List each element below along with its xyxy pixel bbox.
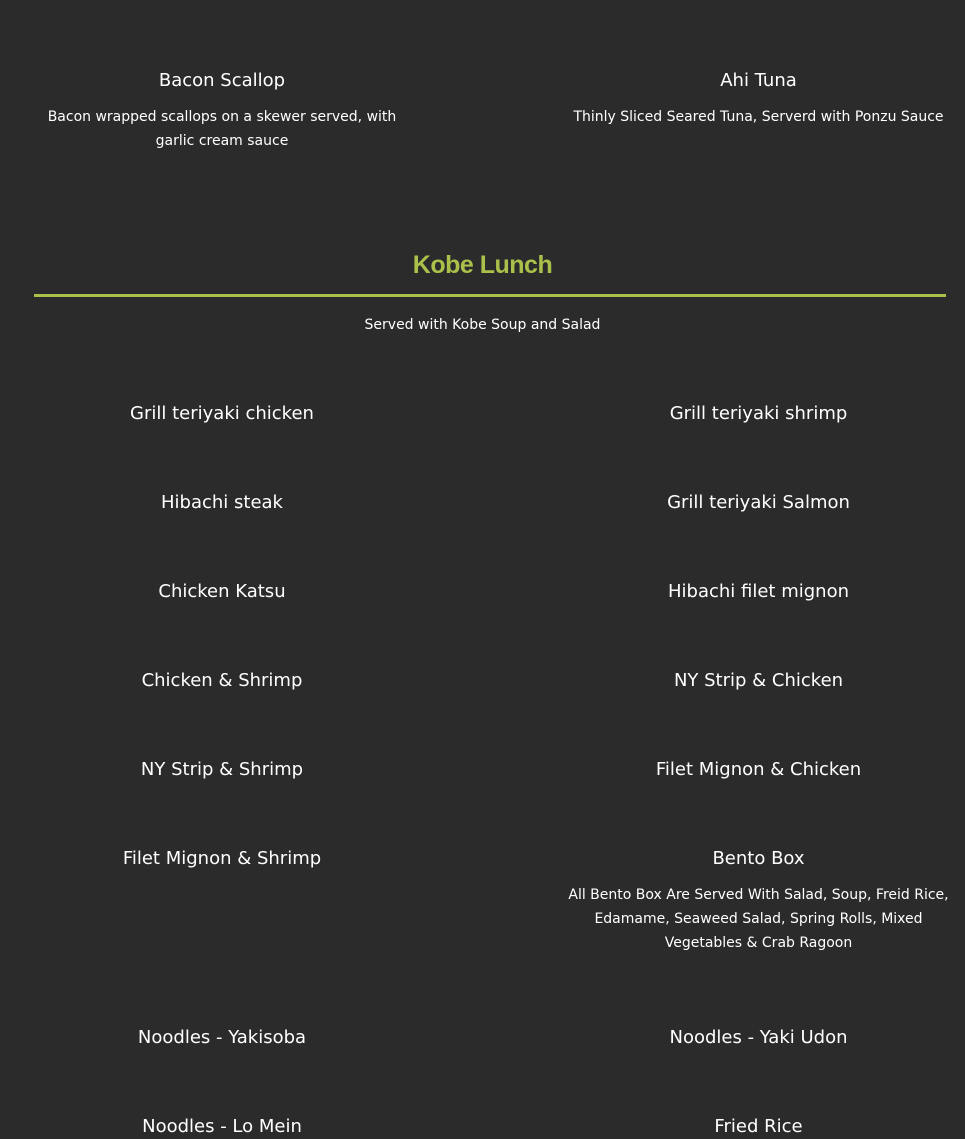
menu-item-name: Noodles - Lo Mein xyxy=(142,1116,302,1137)
menu-item-name: Bento Box xyxy=(712,848,805,869)
menu-item-name: Filet Mignon & Shrimp xyxy=(122,848,322,869)
menu-item-ny-strip-shrimp xyxy=(34,758,410,782)
menu-item-name: Grill teriyaki Salmon xyxy=(667,492,850,513)
menu-item-noodles-yakisoba xyxy=(34,1026,410,1050)
menu-item-name: Chicken Katsu xyxy=(158,581,286,602)
menu-item-ahi-tuna xyxy=(552,69,965,129)
menu-item-name: Grill teriyaki shrimp xyxy=(669,403,848,424)
menu-item-name: Chicken & Shrimp xyxy=(141,670,303,691)
menu-item-bento-box xyxy=(552,847,965,955)
menu-item-description: Thinly Sliced Seared Tuna, Serverd with Ponzu Sauce xyxy=(573,109,944,125)
menu-item-noodles-yaki-udon xyxy=(552,1026,965,1050)
menu-item-name: NY Strip & Shrimp xyxy=(140,759,304,780)
menu-item-filet-mignon-shrimp xyxy=(34,847,410,871)
menu-item-ny-strip-chicken xyxy=(552,669,965,693)
menu-item-name: Hibachi steak xyxy=(161,492,283,513)
menu-item-description: All Bento Box Are Served With Salad, Soup, Freid Rice, Edamame, Seaweed Salad, Spring Rolls, Mixed Vegetables & Crab Ragoon xyxy=(568,887,949,951)
menu-item-description: Bacon wrapped scallops on a skewer served, with garlic cream sauce xyxy=(47,109,397,149)
menu-item-chicken-katsu xyxy=(34,580,410,604)
section-title: Kobe Lunch xyxy=(412,251,553,279)
menu-item-bacon-scallop xyxy=(34,69,410,153)
menu-item-hibachi-steak xyxy=(34,491,410,515)
menu-item-grill-teriyaki-salmon xyxy=(552,491,965,515)
menu-item-name: Noodles - Yaki Udon xyxy=(669,1027,848,1048)
menu-item-fried-rice xyxy=(552,1115,965,1139)
menu-item-name: Bacon Scallop xyxy=(158,70,286,91)
menu-item-name: Ahi Tuna xyxy=(720,70,797,91)
menu-item-name: Filet Mignon & Chicken xyxy=(655,759,862,780)
menu-item-noodles-lo-mein xyxy=(34,1115,410,1139)
section-divider xyxy=(34,294,946,297)
menu-item-chicken-shrimp xyxy=(34,669,410,693)
menu-item-name: NY Strip & Chicken xyxy=(673,670,844,691)
menu-item-grill-teriyaki-shrimp xyxy=(552,402,965,426)
menu-item-grill-teriyaki-chicken xyxy=(34,402,410,426)
menu-item-filet-mignon-chicken xyxy=(552,758,965,782)
menu-item-name: Noodles - Yakisoba xyxy=(137,1027,307,1048)
menu-item-hibachi-filet-mignon xyxy=(552,580,965,604)
menu-item-name: Hibachi filet mignon xyxy=(667,581,849,602)
menu-item-name: Grill teriyaki chicken xyxy=(130,403,314,424)
menu-item-name: Fried Rice xyxy=(714,1116,803,1137)
section-subtitle: Served with Kobe Soup and Salad xyxy=(364,317,601,333)
